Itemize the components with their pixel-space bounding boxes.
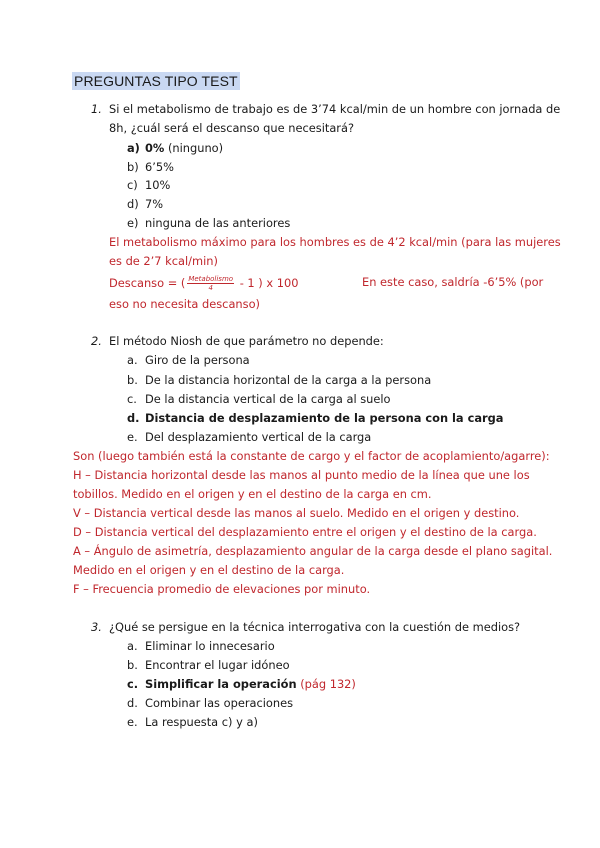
q1-option-d-text: 7% <box>145 197 164 211</box>
q1-text-line2: 8h, ¿cuál será el descanso que necesitará? <box>109 121 355 135</box>
q2-text: El método Niosh de que parámetro no depende: <box>109 334 384 348</box>
q2-note-line5: D – Distancia vertical del desplazamiento entre el origen y el destino de la carga. <box>73 525 537 539</box>
q1-formula-denominator: 4 <box>208 284 213 292</box>
q3-option-c <box>145 677 356 691</box>
q2-option-d-text: Distancia de desplazamiento de la persona con la carga <box>145 411 504 425</box>
q1-option-b-text: 6’5% <box>145 160 174 174</box>
q3-option-a-letter: a. <box>127 639 138 653</box>
q3-option-e-letter: e. <box>127 715 138 729</box>
q3-text: ¿Qué se persigue en la técnica interrogativa con la cuestión de medios? <box>109 620 521 634</box>
q2-option-b-letter: b. <box>127 373 138 387</box>
q2-note-line4: V – Distancia vertical desde las manos al suelo. Medido en el origen y destino. <box>73 506 520 520</box>
q3-option-b-text: Encontrar el lugar idóneo <box>145 658 290 672</box>
q1-option-a <box>145 141 223 155</box>
q2-note-line8: F – Frecuencia promedio de elevaciones por minuto. <box>73 582 371 596</box>
q2-option-c-letter: c. <box>127 392 137 406</box>
q3-number: 3. <box>91 620 102 634</box>
q1-option-e-text: ninguna de las anteriores <box>145 216 291 230</box>
q2-note-line3: tobillos. Medido en el origen y en el destino de la carga en cm. <box>73 487 432 501</box>
q1-option-a-extra: (ninguno) <box>167 141 224 155</box>
q3-option-d-text: Combinar las operaciones <box>145 696 294 710</box>
q1-note-line3: En este caso, saldría -6’5% (por <box>362 275 544 289</box>
q1-option-a-letter: a) <box>127 141 140 155</box>
q3-option-a-text: Eliminar lo innecesario <box>145 639 275 653</box>
q1-note-line4: eso no necesita descanso) <box>109 297 260 311</box>
q1-formula <box>109 275 298 292</box>
q1-option-d-letter: d) <box>127 197 139 211</box>
q2-option-b-text: De la distancia horizontal de la carga a la persona <box>145 373 432 387</box>
q2-note-line7: Medido en el origen y en el destino de la carga. <box>73 563 345 577</box>
q1-note-line2: es de 2’7 kcal/min) <box>109 254 218 268</box>
q2-note-line6: A – Ángulo de asimetría, desplazamiento angular de la carga desde el plano sagital. <box>73 544 553 558</box>
q1-option-e-letter: e) <box>127 216 139 230</box>
q2-option-d-letter: d. <box>127 411 140 425</box>
page-title: PREGUNTAS TIPO TEST <box>74 73 238 89</box>
q3-option-b-letter: b. <box>127 658 138 672</box>
q2-note-line2: H – Distancia horizontal desde las manos al punto medio de la línea que une los <box>73 468 530 482</box>
q3-option-c-extra: (pág 132) <box>300 677 356 691</box>
q1-formula-suffix: - 1 ) x 100 <box>239 276 299 290</box>
q1-option-a-text: 0% <box>145 141 165 155</box>
q1-formula-prefix: Descanso = ( <box>109 276 186 290</box>
q3-option-d-letter: d. <box>127 696 138 710</box>
q2-option-e-text: Del desplazamiento vertical de la carga <box>145 430 372 444</box>
q2-option-e-letter: e. <box>127 430 138 444</box>
q1-formula-numerator: Metabolismo <box>188 275 234 283</box>
q2-option-c-text: De la distancia vertical de la carga al suelo <box>145 392 391 406</box>
q3-option-e-text: La respuesta c) y a) <box>145 715 258 729</box>
q1-option-b-letter: b) <box>127 160 139 174</box>
q1-note-line1: El metabolismo máximo para los hombres es de 4’2 kcal/min (para las mujeres <box>109 235 561 249</box>
q1-text-line1: Si el metabolismo de trabajo es de 3’74 kcal/min de un hombre con jornada de <box>109 102 561 116</box>
q3-option-c-letter: c. <box>127 677 139 691</box>
q2-number: 2. <box>91 334 102 348</box>
q2-option-a-text: Giro de la persona <box>145 353 250 367</box>
q1-number: 1. <box>91 102 102 116</box>
q3-option-c-text: Simplificar la operación <box>145 677 297 691</box>
q2-note-line1: Son (luego también está la constante de cargo y el factor de acoplamiento/agarre): <box>73 449 550 463</box>
q1-formula-fraction <box>187 275 234 292</box>
q2-option-a-letter: a. <box>127 353 138 367</box>
q1-option-c-letter: c) <box>127 178 138 192</box>
q1-option-c-text: 10% <box>145 178 171 192</box>
